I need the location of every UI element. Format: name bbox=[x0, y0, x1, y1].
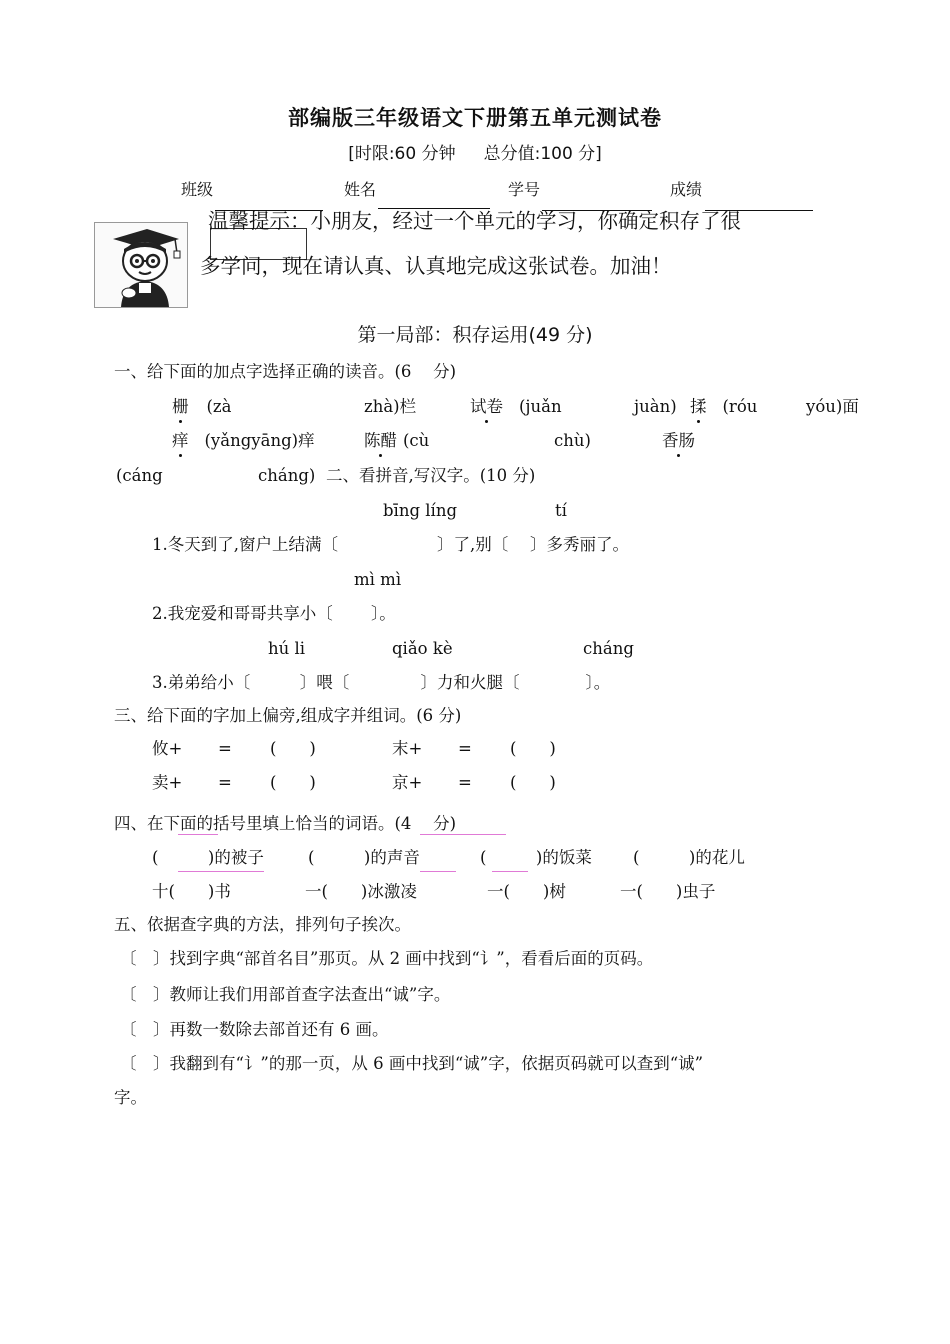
q1-item-chang-opt-a: (cáng bbox=[116, 466, 163, 485]
q5-item-2: 〔 〕教师让我们用部首查字法查出“诚”字。 bbox=[120, 985, 451, 1004]
q4-blank-2: ( )的声音 bbox=[308, 848, 420, 867]
tip-line-1: 温馨提示：小朋友，经过一个单元的学习，你确定积存了很 bbox=[208, 209, 741, 233]
q1-item-yang bbox=[172, 430, 315, 452]
q2-title: 二、看拼音,写汉字。(10 分) bbox=[326, 466, 536, 485]
q1-item-chang bbox=[662, 430, 695, 452]
dotted-char: 栅 bbox=[172, 397, 189, 416]
dotted-word bbox=[470, 397, 503, 416]
q3-row-1-blank-b: ( ) bbox=[510, 739, 556, 758]
q4-title: 四、在下面的括号里填上恰当的词语。(4 分) bbox=[114, 814, 457, 833]
class-label: 班级 bbox=[181, 180, 214, 199]
tip-line-2: 多学问，现在请认真、认真地完成这张试卷。加油！ bbox=[200, 254, 672, 278]
q3-row-2-blank: ( ) bbox=[270, 773, 316, 792]
q5-item-4-tail: 字。 bbox=[114, 1088, 147, 1107]
q1-item-cu-opt: chù) bbox=[554, 431, 591, 450]
q1-item-chang-opt-b: cháng) bbox=[258, 466, 316, 485]
pink-underline bbox=[420, 834, 506, 835]
name-label: 姓名 bbox=[344, 180, 377, 199]
q3-row-1-char-b: 末+ bbox=[392, 739, 423, 758]
q4-blank-4: ( )的花儿 bbox=[633, 848, 745, 867]
q2-sentence-2: 2.我宠爱和哥哥共享小〔 〕。 bbox=[152, 604, 396, 623]
q3-row-1-blank: ( ) bbox=[270, 739, 316, 758]
q1-item-cu bbox=[364, 430, 429, 452]
pinyin-option: (cù bbox=[403, 431, 430, 450]
q2-pinyin-huli: hú li bbox=[268, 639, 306, 658]
q2-pinyin-qiaoke: qiǎo kè bbox=[392, 639, 453, 658]
pink-underline bbox=[178, 834, 218, 835]
q4-blank-7: 一( )树 bbox=[487, 882, 566, 901]
q4-blank-6: 一( )冰激凌 bbox=[305, 882, 417, 901]
total-score: 总分值:100 分] bbox=[483, 144, 602, 164]
q2-pinyin-mimi: mì mì bbox=[354, 570, 402, 589]
q3-row-1-eq-b: = bbox=[458, 739, 472, 758]
grade-label: 成绩 bbox=[670, 180, 703, 199]
q1-item-juan-opt: juàn) bbox=[634, 397, 677, 416]
q1-item-juan bbox=[470, 396, 562, 418]
q1-item-zha bbox=[172, 396, 231, 418]
q3-row-2-blank-b: ( ) bbox=[510, 773, 556, 792]
q4-blank-8: 一( )虫子 bbox=[620, 882, 716, 901]
dotted-char: 陈醋 bbox=[364, 431, 397, 450]
q3-row-2-eq-b: = bbox=[458, 773, 472, 792]
section-1-heading: 第一局部：积存运用(49 分) bbox=[357, 324, 593, 346]
q4-blank-3: ( )的饭菜 bbox=[480, 848, 592, 867]
dotted-char: 揉 bbox=[690, 397, 707, 416]
q1-title: 一、给下面的加点字选择正确的读音。(6 分) bbox=[114, 362, 457, 381]
student-avatar-image bbox=[94, 222, 188, 308]
q5-item-1: 〔 〕找到字典“部首名目”那页。从 2 画中找到“讠”，看看后面的页码。 bbox=[120, 949, 654, 968]
pink-underline bbox=[420, 871, 456, 872]
q1-item-rou bbox=[690, 396, 757, 418]
pink-underline bbox=[178, 871, 264, 872]
q2-sentence-1: 1.冬天到了,窗户上结满〔 〕了,别〔 〕多秀丽了。 bbox=[152, 535, 629, 554]
q1-item-zha-opt: zhà)栏 bbox=[364, 397, 417, 416]
q5-item-3: 〔 〕再数一数除去部首还有 6 画。 bbox=[120, 1020, 389, 1039]
exam-subtitle bbox=[0, 139, 950, 164]
q4-blank-5: 十( )书 bbox=[152, 882, 231, 901]
q3-row-1-eq: = bbox=[218, 739, 232, 758]
q3-row-2-char-b: 京+ bbox=[392, 773, 423, 792]
student-number-label: 学号 bbox=[508, 180, 541, 199]
pinyin-option: (róu bbox=[722, 397, 758, 416]
dotted-char: 试卷 bbox=[470, 397, 503, 416]
q2-pinyin-ti: tí bbox=[555, 501, 567, 520]
q4-blank-1: ( )的被子 bbox=[152, 848, 264, 867]
q2-pinyin-bingling: bīng líng bbox=[383, 501, 458, 520]
dotted-char: 痒 bbox=[172, 431, 189, 450]
q2-pinyin-chang: cháng bbox=[583, 639, 634, 658]
q3-row-1-char: 攸+ bbox=[152, 739, 183, 758]
pinyin-option: (juǎn bbox=[519, 397, 562, 416]
q5-title: 五、依据查字典的方法，排列句子挨次。 bbox=[114, 915, 411, 934]
q3-row-2-char: 卖+ bbox=[152, 773, 183, 792]
graduate-cartoon-icon bbox=[95, 223, 187, 307]
q3-row-2-eq: = bbox=[218, 773, 232, 792]
q2-sentence-3: 3.弟弟给小〔 〕喂〔 〕力和火腿〔 〕。 bbox=[152, 673, 611, 692]
pinyin-option: (zà bbox=[206, 397, 232, 416]
q5-item-4: 〔 〕我翻到有“讠”的那一页，从 6 画中找到“诚”字，依据页码就可以查到“诚” bbox=[120, 1054, 704, 1073]
q3-title: 三、给下面的字加上偏旁,组成字并组词。(6 分) bbox=[114, 706, 462, 725]
time-limit: [时限:60 分钟 bbox=[348, 144, 456, 164]
dotted-char: 香肠 bbox=[662, 431, 695, 450]
pink-underline bbox=[492, 871, 528, 872]
pinyin-option: (yǎngyāng)痒 bbox=[204, 431, 315, 450]
page-title: 部编版三年级语文下册第五单元测试卷 bbox=[288, 106, 662, 130]
q1-item-rou-opt: yóu)面 bbox=[806, 397, 859, 416]
